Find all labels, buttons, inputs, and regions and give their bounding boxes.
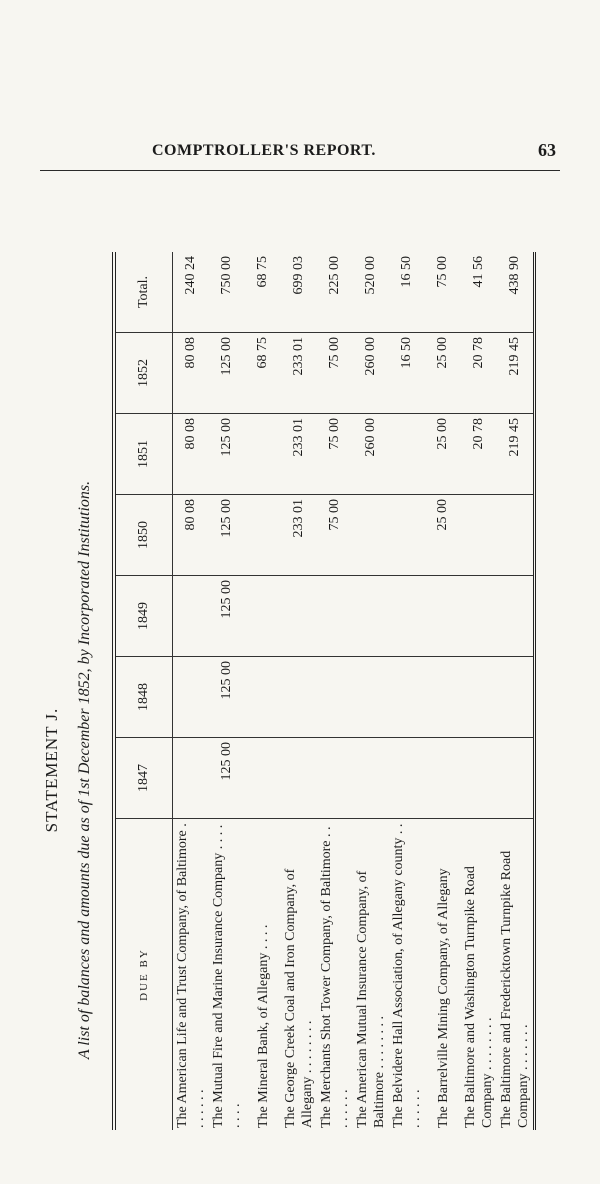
cell-total: 68 75	[245, 252, 281, 333]
cell-1851: 233 01	[281, 414, 317, 495]
cell-1848	[317, 657, 353, 738]
cell-1851: 125 00	[209, 414, 245, 495]
cell-1850	[461, 495, 497, 576]
row-name: The American Mutual Insurance Company, of Baltimore . . . . . . . .	[355, 870, 387, 1128]
cell-1850: 125 00	[209, 495, 245, 576]
cell-1849	[389, 576, 425, 657]
cell-1849: 125 00	[209, 576, 245, 657]
cell-1850: 75 00	[317, 495, 353, 576]
cell-1851: 25 00	[425, 414, 461, 495]
cell-1850	[245, 495, 281, 576]
running-title: COMPTROLLER'S REPORT.	[152, 142, 376, 159]
rotated-statement	[40, 170, 600, 1150]
row-name: The Mutual Fire and Marine Insurance Company . . . . . . . .	[211, 824, 243, 1128]
cell-1852: 75 00	[317, 333, 353, 414]
row-name: The American Life and Trust Company, of Baltimore . . . . . . .	[175, 823, 207, 1128]
cell-1849	[173, 576, 210, 657]
cell-1851: 219 45	[497, 414, 535, 495]
cell-1852: 25 00	[425, 333, 461, 414]
cell-1847	[281, 738, 317, 819]
cell-1849	[317, 576, 353, 657]
table-row	[497, 252, 535, 1130]
table-row	[389, 252, 425, 1130]
running-header	[40, 140, 560, 171]
cell-1852: 20 78	[461, 333, 497, 414]
cell-1849	[425, 576, 461, 657]
column-header-1849: 1849	[114, 576, 173, 657]
row-name: The Barrelville Mining Company, of Allegany	[435, 868, 451, 1128]
cell-1849	[461, 576, 497, 657]
cell-1852: 260 00	[353, 333, 389, 414]
cell-1849	[281, 576, 317, 657]
cell-1847	[425, 738, 461, 819]
cell-1847	[317, 738, 353, 819]
cell-1852: 125 00	[209, 333, 245, 414]
cell-1849	[353, 576, 389, 657]
table-body	[173, 252, 535, 1130]
cell-1848	[389, 657, 425, 738]
cell-1848	[173, 657, 210, 738]
row-name: The Mineral Bank, of Allegany . . . .	[255, 924, 271, 1128]
table-row	[317, 252, 353, 1130]
row-name: The Merchants Shot Tower Company, of Baltimore . . . . . . . .	[319, 826, 351, 1128]
column-header-1850: 1850	[114, 495, 173, 576]
cell-total: 240 24	[173, 252, 210, 333]
balances-table	[112, 252, 536, 1130]
cell-1847	[245, 738, 281, 819]
cell-1852: 68 75	[245, 333, 281, 414]
cell-1850: 80 08	[173, 495, 210, 576]
cell-1848: 125 00	[209, 657, 245, 738]
cell-1852: 80 08	[173, 333, 210, 414]
statement-subtitle: A list of balances and amounts due as of 1st December 1852, by Incorporated Institutions.	[76, 480, 93, 1060]
cell-1850: 25 00	[425, 495, 461, 576]
row-name: The George Creek Coal and Iron Company, of Allegany . . . . . . . .	[283, 868, 315, 1128]
cell-1847	[497, 738, 535, 819]
cell-total: 225 00	[317, 252, 353, 333]
column-header-1847: 1847	[114, 738, 173, 819]
table-row	[245, 252, 281, 1130]
cell-total: 16 50	[389, 252, 425, 333]
cell-1847	[461, 738, 497, 819]
cell-1850	[497, 495, 535, 576]
cell-1851: 80 08	[173, 414, 210, 495]
table-header-row	[114, 252, 173, 1130]
cell-1848	[353, 657, 389, 738]
cell-1850	[353, 495, 389, 576]
table-row	[281, 252, 317, 1130]
table-row	[425, 252, 461, 1130]
cell-1848	[425, 657, 461, 738]
cell-total: 750 00	[209, 252, 245, 333]
cell-1850	[389, 495, 425, 576]
cell-1851	[245, 414, 281, 495]
cell-1852: 233 01	[281, 333, 317, 414]
cell-1849	[497, 576, 535, 657]
table-row	[209, 252, 245, 1130]
cell-1851: 20 78	[461, 414, 497, 495]
cell-1848	[281, 657, 317, 738]
cell-1851	[389, 414, 425, 495]
cell-1852: 219 45	[497, 333, 535, 414]
row-name: The Baltimore and Washington Turnpike Road Company . . . . . . . .	[463, 866, 495, 1128]
cell-1847	[173, 738, 210, 819]
cell-total: 699 03	[281, 252, 317, 333]
cell-1851: 260 00	[353, 414, 389, 495]
column-header-1851: 1851	[114, 414, 173, 495]
cell-total: 41 56	[461, 252, 497, 333]
cell-1847: 125 00	[209, 738, 245, 819]
column-header-due-by: DUE BY	[114, 819, 173, 1131]
cell-1852: 16 50	[389, 333, 425, 414]
cell-1849	[245, 576, 281, 657]
cell-1851: 75 00	[317, 414, 353, 495]
column-header-total: Total.	[114, 252, 173, 333]
table-row	[353, 252, 389, 1130]
column-header-1852: 1852	[114, 333, 173, 414]
cell-1848	[497, 657, 535, 738]
row-name: The Baltimore and Fredericktown Turnpike Road Company . . . . . . .	[497, 819, 535, 1131]
page-number: 63	[538, 140, 556, 160]
cell-total: 438 90	[497, 252, 535, 333]
cell-1850: 233 01	[281, 495, 317, 576]
table-row	[461, 252, 497, 1130]
cell-1847	[389, 738, 425, 819]
column-header-1848: 1848	[114, 657, 173, 738]
cell-1848	[461, 657, 497, 738]
cell-total: 75 00	[425, 252, 461, 333]
statement-title: STATEMENT J.	[42, 707, 61, 833]
cell-total: 520 00	[353, 252, 389, 333]
table-row	[173, 252, 210, 1130]
cell-1848	[245, 657, 281, 738]
row-name: The Belvidere Hall Association, of Allegany county . . . . . . . .	[391, 823, 423, 1128]
cell-1847	[353, 738, 389, 819]
